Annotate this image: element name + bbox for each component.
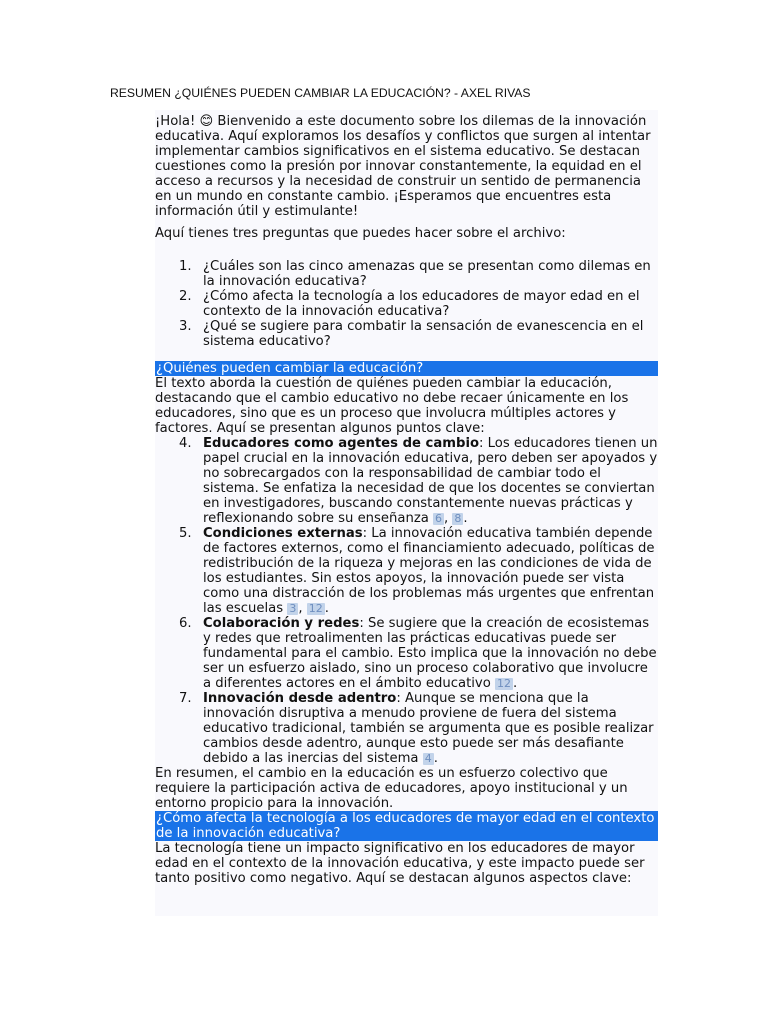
list-item: [155, 691, 658, 766]
citation-link[interactable]: 12: [308, 602, 323, 615]
citation-link[interactable]: 12: [497, 677, 511, 690]
list-item: [155, 526, 658, 616]
separator: ,: [298, 601, 307, 616]
citation-link[interactable]: 8: [454, 512, 462, 525]
list-number: 4.: [179, 436, 192, 451]
key-points-list: [155, 436, 658, 766]
list-item: [155, 319, 658, 349]
questions-list: [155, 259, 658, 349]
list-number: 2.: [179, 289, 192, 304]
citation-link[interactable]: 4: [424, 752, 432, 765]
point-text: : Aunque se menciona que la innovación disruptiva a menudo proviene de fuera del sistema educativo tradicional, también se argumenta que es posible realizar cambios desde adentro, aunque esto puede ser más desafiante debido a las inercias del sistema: [203, 691, 654, 766]
point-title: Innovación desde adentro: [203, 691, 397, 706]
document-body: [155, 110, 658, 916]
point-title: Educadores como agentes de cambio: [203, 436, 480, 451]
punctuation: .: [433, 751, 438, 766]
section-heading-tecnologia: ¿Cómo afecta la tecnología a los educadores de mayor edad en el contexto de la innovación educativa?: [155, 811, 658, 841]
section-intro: La tecnología tiene un impacto significativo en los educadores de mayor edad en el contexto de la innovación educativa, y este impacto puede ser tanto positivo como negativo. Aquí se destacan algunos aspectos clave:: [155, 841, 645, 886]
questions-lead: Aquí tienes tres preguntas que puedes hacer sobre el archivo:: [155, 226, 566, 241]
intro-paragraph: ¡Hola! 😊 Bienvenido a este documento sobre los dilemas de la innovación educativa. Aquí exploramos los desafíos y conflictos que surgen al intentar implementar cambios significativos en el sistema educativo. Se destacan cuestiones como la presión por innovar constantemente, la equidad en el acceso a recursos y la necesidad de construir un sentido de permanencia en un mundo en constante cambio. ¡Esperamos que encuentres esta información útil y estimulante!: [155, 114, 651, 219]
list-number: 3.: [179, 319, 192, 334]
list-number: 7.: [179, 691, 192, 706]
list-number: 5.: [179, 526, 192, 541]
point-title: Colaboración y redes: [203, 616, 360, 631]
point-text: : Se sugiere que la creación de ecosistemas y redes que retroalimenten las prácticas educativas puede ser fundamental para el cambio. Esto implica que la innovación no debe ser un esfuerzo aislado, sino un proceso colaborativo que involucre a diferentes actores en el ámbito educativo: [203, 616, 657, 691]
section-heading-quienes: ¿Quiénes pueden cambiar la educación?: [155, 361, 658, 376]
list-number: 1.: [179, 259, 192, 274]
list-item: [155, 259, 658, 289]
separator: ,: [444, 511, 453, 526]
punctuation: .: [513, 676, 518, 691]
list-item: [155, 616, 658, 691]
punctuation: .: [463, 511, 468, 526]
document-title: RESUMEN ¿QUIÉNES PUEDEN CAMBIAR LA EDUCACIÓN? - AXEL RIVAS: [110, 86, 531, 100]
list-item: [155, 436, 658, 526]
list-number: 6.: [179, 616, 192, 631]
section-intro: El texto aborda la cuestión de quiénes pueden cambiar la educación, destacando que el cambio educativo no debe recaer únicamente en los educadores, sino que es un proceso que involucra múltiples actores y factores. Aquí se presentan algunos puntos clave:: [155, 376, 629, 436]
section-conclusion: En resumen, el cambio en la educación es un esfuerzo colectivo que requiere la participación activa de educadores, apoyo institucional y un entorno propicio para la innovación.: [155, 766, 628, 811]
punctuation: .: [324, 601, 329, 616]
point-text: : Los educadores tienen un papel crucial en la innovación educativa, pero deben ser apoyados y no sobrecargados con la responsabilidad de cambiar todo el sistema. Se enfatiza la necesidad de que los docentes se conviertan en investigadores, buscando constantemente nuevas prácticas y reflexionando sobre su enseñanza: [203, 436, 658, 526]
question-text: ¿Cuáles son las cinco amenazas que se presentan como dilemas en la innovación educativa?: [203, 259, 651, 289]
citation-link[interactable]: 3: [289, 602, 297, 615]
list-item: [155, 289, 658, 319]
question-text: ¿Qué se sugiere para combatir la sensación de evanescencia en el sistema educativo?: [203, 319, 644, 349]
question-text: ¿Cómo afecta la tecnología a los educadores de mayor edad en el contexto de la innovación educativa?: [203, 289, 640, 319]
point-text: : La innovación educativa también depende de factores externos, como el financiamiento adecuado, políticas de redistribución de la riqueza y mejoras en las condiciones de vida de los estudiantes. Sin estos apoyos, la innovación puede ser vista como una distracción de los problemas más urgentes que enfrentan las escuelas: [203, 526, 655, 616]
point-title: Condiciones externas: [203, 526, 363, 541]
citation-link[interactable]: 6: [435, 512, 443, 525]
